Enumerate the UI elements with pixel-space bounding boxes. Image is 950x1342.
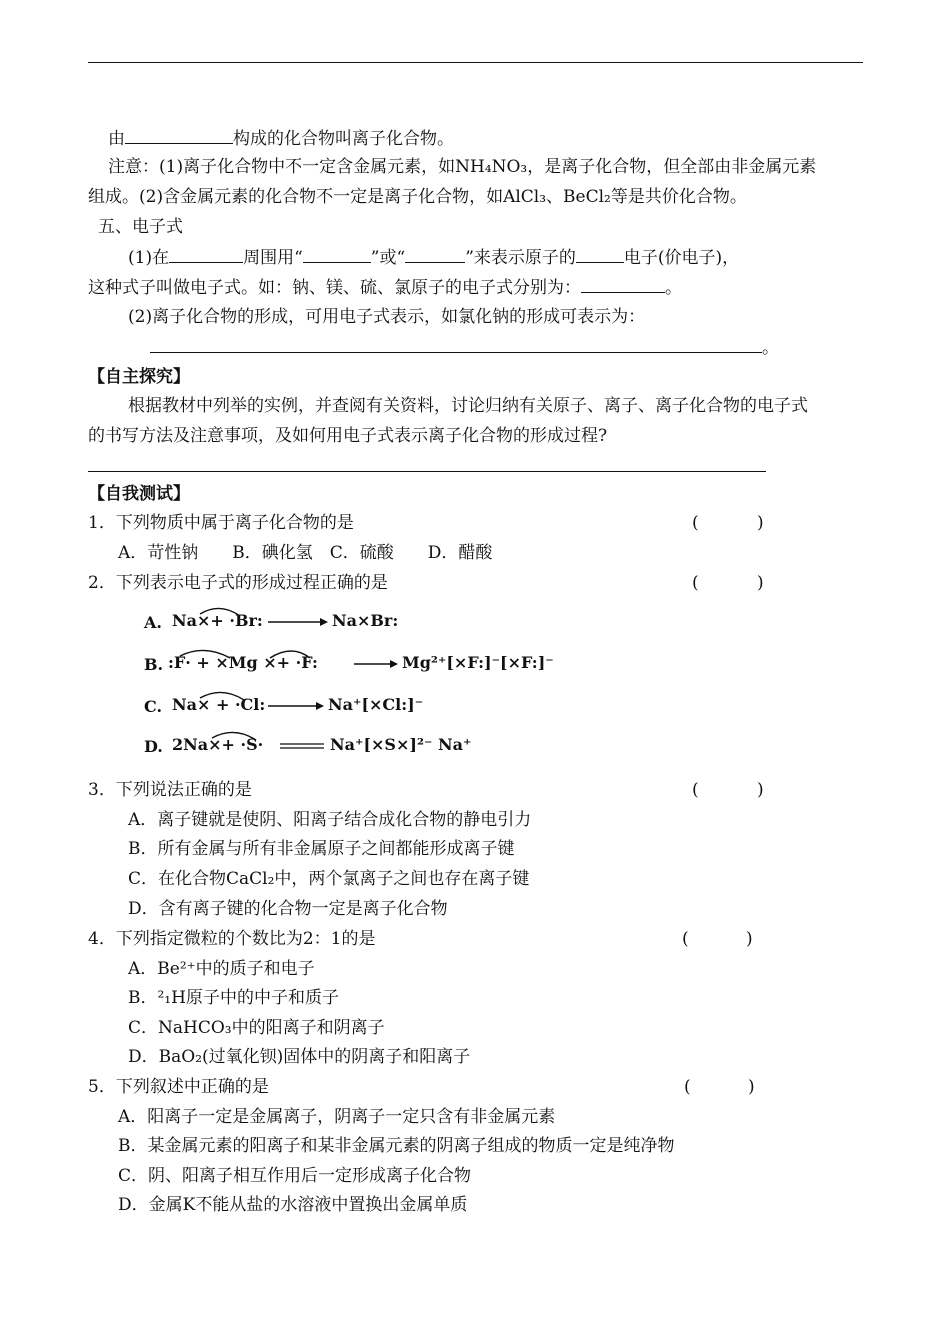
question-3-stem: 3．下列说法正确的是: [88, 780, 252, 800]
option-d-label: D.: [144, 737, 163, 756]
option-b-label: B.: [144, 655, 164, 674]
question-3-option-c: C．在化合物CaCl₂中，两个氯离子之间也存在离子键: [128, 869, 530, 889]
arrow-head-icon: [316, 702, 324, 710]
electron-formula-paragraph-1: [128, 246, 739, 269]
p1-text-e: 电子(价电子)，: [623, 248, 740, 268]
def-suffix: 构成的化合物叫离子化合物。: [233, 129, 454, 149]
fill-blank[interactable]: [303, 246, 371, 263]
explore-line-1: 根据教材中列举的实例，并查阅有关资料，讨论归纳有关原子、离子、离子化合物的电子式: [128, 396, 808, 416]
nacl-formation-answer: [150, 336, 779, 359]
option-c-label: C.: [144, 697, 163, 716]
self-test-heading: 【自我测试】: [88, 484, 190, 504]
p1-line2: 这种式子叫做电子式。如：钠、镁、硫、氯原子的电子式分别为：: [88, 278, 581, 298]
answer-paren-open: (: [692, 573, 699, 593]
arrow-head-icon: [390, 660, 398, 668]
p1-text-a: (1)在: [128, 248, 170, 268]
question-1-stem: 1．下列物质中属于离子化合物的是: [88, 513, 354, 533]
answer-paren-open: (: [692, 780, 699, 800]
arrow-head-icon: [320, 618, 328, 626]
option-a-label: A.: [144, 613, 162, 632]
option-d-product: Na⁺[×S×]²⁻ Na⁺: [330, 735, 472, 754]
fill-blank[interactable]: [576, 246, 624, 263]
def-prefix: 由: [108, 129, 125, 149]
fill-blank[interactable]: [125, 127, 233, 144]
electron-formula-paragraph-2: (2)离子化合物的形成，可用电子式表示，如氯化钠的形成可表示为：: [128, 307, 646, 327]
option-a-product: Na×Br:: [332, 611, 399, 630]
question-2-stem: 2．下列表示电子式的形成过程正确的是: [88, 573, 388, 593]
electron-formula-svg: [140, 604, 580, 764]
answer-paren-open: (: [682, 929, 689, 949]
answer-paren-close: ): [757, 513, 764, 533]
question-4-stem: 4．下列指定微粒的个数比为2：1的是: [88, 929, 376, 949]
answer-paren-close: ): [757, 780, 764, 800]
option-b-reactants: :F· + ×Mg ×+ ·F:: [168, 653, 318, 672]
question-5-option-b: B．某金属元素的阳离子和某非金属元素的阴离子组成的物质一定是纯净物: [118, 1136, 675, 1156]
option-c-reactants: Na× + ·Cl:: [172, 695, 266, 714]
explore-heading: 【自主探究】: [88, 367, 190, 387]
question-5-stem: 5．下列叙述中正确的是: [88, 1077, 269, 1097]
note-line-1: 注意：(1)离子化合物中不一定含金属元素，如NH₄NO₃，是离子化合物，但全部由非金属元素: [108, 157, 817, 177]
option-c-product: Na⁺[×Cl:]⁻: [328, 695, 424, 714]
fill-blank[interactable]: [150, 336, 762, 353]
question-3-option-a: A．离子键就是使阴、阳离子结合成化合物的静电引力: [128, 810, 532, 830]
note-line-2: 组成。(2)含金属元素的化合物不一定是离子化合物，如AlCl₃、BeCl₂等是共价化合物。: [88, 187, 747, 207]
p1-text-b: 周围用“: [243, 248, 303, 268]
answer-paren-open: (: [684, 1077, 691, 1097]
answer-paren-close: ): [748, 1077, 755, 1097]
question-4-option-b: B．²₁H原子中的中子和质子: [128, 988, 339, 1008]
p1-text-d: ”来表示原子的: [465, 248, 576, 268]
question-5-option-a: A．阳离子一定是金属离子，阴离子一定只含有非金属元素: [118, 1107, 556, 1127]
answer-paren-open: (: [692, 513, 699, 533]
question-5-option-c: C．阴、阳离子相互作用后一定形成离子化合物: [118, 1166, 472, 1186]
question-4-option-d: D．BaO₂(过氧化钡)固体中的阴离子和阳离子: [128, 1047, 471, 1067]
question-4-option-a: A．Be²⁺中的质子和电子: [128, 959, 315, 979]
answer-paren-close: ): [757, 573, 764, 593]
option-a-reactants: Na×+ ·Br:: [172, 611, 263, 630]
p1-end: 。: [665, 278, 682, 298]
fill-blank[interactable]: [405, 246, 465, 263]
fill-blank[interactable]: [581, 276, 665, 293]
question-5-option-d: D．金属K不能从盐的水溶液中置换出金属单质: [118, 1195, 468, 1215]
section-divider: [88, 471, 766, 472]
question-1-options: A．苛性钠 B．碘化氢 C．硫酸 D．醋酸: [118, 543, 493, 563]
electron-formula-paragraph-1-cont: [88, 276, 682, 299]
header-rule: [88, 62, 863, 63]
question-3-option-d: D．含有离子键的化合物一定是离子化合物: [128, 899, 448, 919]
section-heading-electron-formula: 五、电子式: [98, 217, 183, 237]
question-4-option-c: C．NaHCO₃中的阳离子和阴离子: [128, 1018, 385, 1038]
fill-blank[interactable]: [169, 246, 243, 263]
explore-line-2: 的书写方法及注意事项，及如何用电子式表示离子化合物的形成过程?: [88, 426, 608, 446]
question-3-option-b: B．所有金属与所有非金属原子之间都能形成离子键: [128, 839, 515, 859]
p1-text-c: ”或“: [370, 248, 406, 268]
electron-formula-options-figure: [140, 604, 580, 764]
p2-end: 。: [762, 338, 779, 358]
ionic-compound-definition: [108, 127, 454, 150]
answer-paren-close: ): [746, 929, 753, 949]
option-d-reactants: 2Na×+ ·S·: [172, 735, 264, 754]
option-b-product: Mg²⁺[×F:]⁻[×F:]⁻: [402, 653, 554, 672]
